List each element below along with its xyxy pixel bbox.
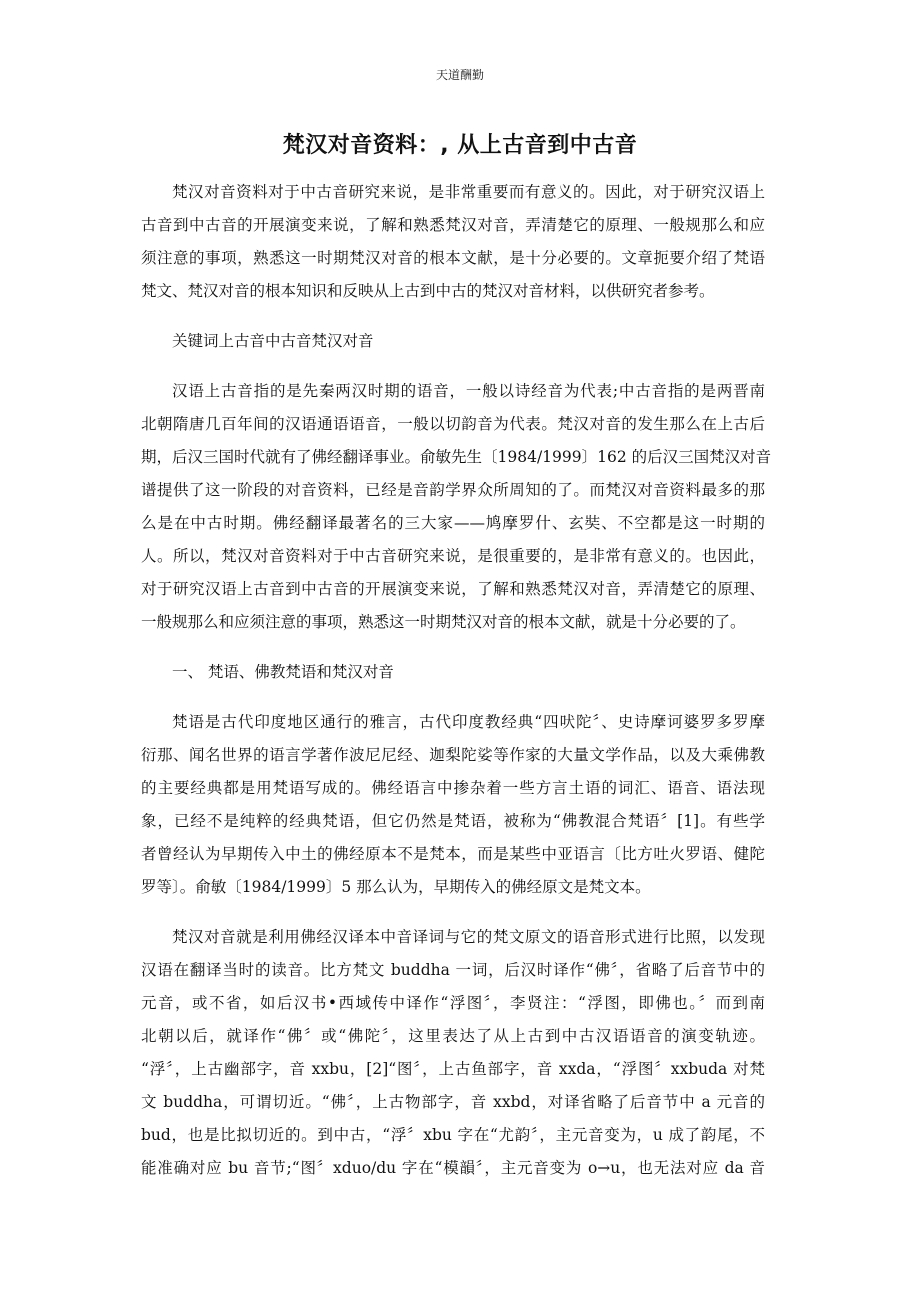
document-body (141, 176, 772, 1202)
text-line: “浮〞，上古幽部字，音 xxbu，[2]“图〞，上古鱼部字，音 xxda，“浮图〞xxbuda 对梵 (141, 1060, 765, 1078)
text-line: 文 buddha，可谓切近。“佛〞，上古物部字，音 xxbd，对译省略了后音节中 a 元音的 (141, 1093, 765, 1111)
body-paragraph-3 (141, 921, 765, 1185)
text-line: 汉语在翻译当时的读音。比方梵文 buddha 一词，后汉时译作“佛〞，省略了后音节中的 (141, 961, 765, 979)
body-paragraph-2 (141, 706, 765, 904)
document-title: 梵汉对音资料：, 从上古音到中古音 (282, 133, 638, 158)
text-line: 梵汉对音就是利用佛经汉译本中音译词与它的梵文原文的语音形式进行比照，以发现 (172, 928, 765, 946)
text-line: 衍那、闻名世界的语言学著作波尼尼经、迦梨陀娑等作家的大量文学作品，以及大乘佛教 (141, 746, 765, 764)
text-line: 能准确对应 bu 音节;“图〞xduo/du 字在“模韻〞，主元音变为 o→u，也无法对应 da 音 (141, 1159, 765, 1177)
text-line: 一般规那么和应须注意的事项，熟悉这一时期梵汉对音的根本文献，就是十分必要的了。 (141, 613, 746, 631)
text-line: 对于研究汉语上古音到中古音的开展演变来说，了解和熟悉梵汉对音，弄清楚它的原理、 (141, 580, 765, 598)
text-line: 的主要经典都是用梵语写成的。佛经语言中掺杂着一些方言土语的词汇、语音、语法现 (141, 779, 765, 797)
text-line: 元音，或不省，如后汉书•西域传中译作“浮图〞，李贤注：“浮图，即佛也。〞而到南 (141, 994, 765, 1012)
page-header: 天道酬勤 (435, 68, 484, 82)
section-heading-1: 一、 梵语、佛教梵语和梵汉对音 (172, 663, 394, 681)
text-line: 古音到中古音的开展演变来说，了解和熟悉梵汉对音，弄清楚它的原理、一般规那么和应 (141, 216, 765, 234)
text-line: 人。所以，梵汉对音资料对于中古音研究来说，是很重要的，是非常有意义的。也因此， (141, 547, 765, 565)
text-line: 梵文、梵汉对音的根本知识和反映从上古到中古的梵汉对音材料，以供研究者参考。 (141, 282, 715, 300)
text-line: 者曾经认为早期传入中土的佛经原本不是梵本，而是某些中亚语言〔比方吐火罗语、健陀 (141, 845, 765, 863)
text-line: 梵汉对音资料对于中古音研究来说，是非常重要而有意义的。因此，对于研究汉语上 (172, 183, 765, 201)
abstract-paragraph (141, 176, 765, 308)
text-line: bud，也是比拟切近的。到中古，“浮〞xbu 字在“尤韵〞，主元音变为，u 成了韵尾，不 (141, 1126, 765, 1144)
text-line: 罗等〕。俞敏〔1984/1999〕5 那么认为，早期传入的佛经原文是梵文本。 (141, 878, 651, 896)
body-paragraph-1 (141, 375, 772, 639)
text-line: 汉语上古音指的是先秦两汉时期的语音，一般以诗经音为代表;中古音指的是两晋南 (172, 382, 765, 400)
text-line: 北朝隋唐几百年间的汉语通语语音，一般以切韵音为代表。梵汉对音的发生那么在上古后 (141, 415, 765, 433)
text-line: 北朝以后，就译作“佛〞或“佛陀〞，这里表达了从上古到中古汉语语音的演变轨迹。 (141, 1027, 765, 1045)
text-line: 期，后汉三国时代就有了佛经翻译事业。俞敏先生〔1984/1999〕162 的后汉三国梵汉对音 (141, 448, 772, 466)
keywords-line: 关键词上古音中古音梵汉对音 (172, 332, 374, 350)
text-line: 须注意的事项，熟悉这一时期梵汉对音的根本文献，是十分必要的。文章扼要介绍了梵语 (141, 249, 765, 267)
text-line: 梵语是古代印度地区通行的雅言，古代印度教经典“四吠陀〞、史诗摩诃婆罗多罗摩 (172, 713, 765, 731)
text-line: 谱提供了这一阶段的对音资料，已经是音韵学界众所周知的了。而梵汉对音资料最多的那 (141, 481, 765, 499)
text-line: 象，已经不是纯粹的经典梵语，但它仍然是梵语，被称为“佛教混合梵语〞[1]。有些学 (141, 812, 765, 830)
text-line: 么是在中古时期。佛经翻译最著名的三大家——鸠摩罗什、玄奘、不空都是这一时期的 (141, 514, 765, 532)
